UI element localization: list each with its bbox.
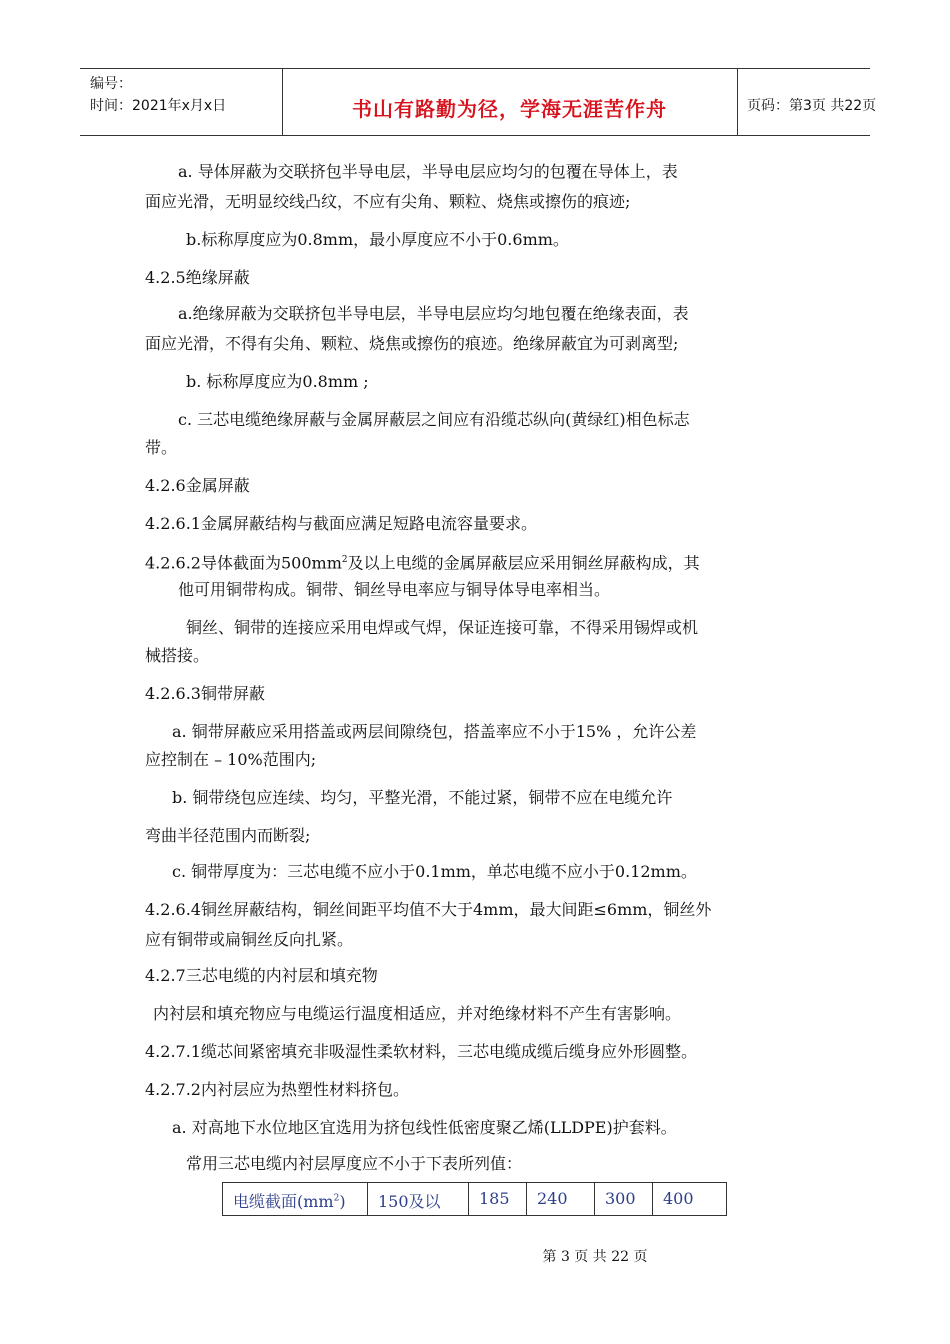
- thickness-table: [222, 1182, 727, 1216]
- paragraph-line: a. 对高地下水位地区宜选用为挤包线性低密度聚乙烯(LLDPE)护套料。: [172, 1118, 677, 1137]
- paragraph-line: 弯曲半径范围内而断裂;: [145, 826, 311, 845]
- paragraph-line: c. 铜带厚度为：三芯电缆不应小于0.1mm，单芯电缆不应小于0.12mm。: [172, 862, 697, 881]
- paragraph-line: 4.2.7.1缆芯间紧密填充非吸湿性柔软材料，三芯电缆成缆后缆身应外形圆整。: [145, 1042, 697, 1061]
- paragraph-line: 内衬层和填充物应与电缆运行温度相适应，并对绝缘材料不产生有害影响。: [153, 1004, 682, 1023]
- paragraph-line: 4.2.6.1金属屏蔽结构与截面应满足短路电流容量要求。: [145, 514, 537, 533]
- text-segment: 电缆截面(mm: [233, 1192, 334, 1211]
- section-heading: 4.2.5绝缘屏蔽: [145, 268, 250, 287]
- header-left-cell: [80, 69, 283, 135]
- paragraph-line: a. 导体屏蔽为交联挤包半导电层，半导电层应均匀的包覆在导体上，表: [178, 162, 678, 181]
- header-middle-cell: [282, 69, 738, 135]
- paragraph-line: 4.2.7.2内衬层应为热塑性材料挤包。: [145, 1080, 409, 1099]
- header-right-cell: [737, 69, 877, 135]
- text-segment: 及以上电缆的金属屏蔽层应采用铜丝屏蔽构成，其: [347, 553, 700, 573]
- table-cell: 185: [469, 1183, 527, 1215]
- paragraph-line: 械搭接。: [145, 646, 210, 665]
- table-cell: 400: [663, 1189, 694, 1208]
- time-label: 时间：2021年x月x日: [90, 98, 227, 114]
- paragraph-line: 他可用铜带构成。铜带、铜丝导电率应与铜导体导电率相当。: [178, 580, 611, 599]
- paragraph-line: a. 铜带屏蔽应采用搭盖或两层间隙绕包，搭盖率应不小于15% ，允许公差: [172, 722, 697, 741]
- paragraph-line: 应控制在 – 10%范围内;: [145, 750, 317, 769]
- page-header: [80, 68, 877, 136]
- paragraph-line: c. 三芯电缆绝缘屏蔽与金属屏蔽层之间应有沿缆芯纵向(黄绿红)相色标志: [178, 410, 690, 429]
- paragraph-line: b. 标称厚度应为0.8mm ;: [186, 372, 369, 391]
- section-heading: 4.2.6金属屏蔽: [145, 476, 250, 495]
- superscript: 2: [333, 1193, 340, 1204]
- section-heading: 4.2.6.3铜带屏蔽: [145, 684, 265, 703]
- page-footer: 第 3 页 共 22 页: [542, 1249, 648, 1265]
- text-segment: 4.2.6.2导体截面为500mm: [145, 553, 342, 573]
- table-cell: 300: [595, 1183, 653, 1215]
- paragraph-line: 面应光滑，不得有尖角、颗粒、烧焦或擦伤的痕迹。绝缘屏蔽宜为可剥离型;: [145, 334, 679, 353]
- paragraph-line: 应有铜带或扁铜丝反向扎紧。: [145, 930, 354, 949]
- superscript: 2: [341, 555, 348, 565]
- motto: 书山有路勤为径，学海无涯苦作舟: [352, 97, 667, 121]
- table-cell: 150及以: [368, 1183, 469, 1215]
- paragraph-line: 常用三芯电缆内衬层厚度应不小于下表所列值：: [186, 1154, 523, 1173]
- paragraph-line: a.绝缘屏蔽为交联挤包半导电层，半导电层应均匀地包覆在绝缘表面，表: [178, 304, 689, 323]
- paragraph-line: 带。: [145, 438, 178, 457]
- page-info: 页码：第3页 共22页: [747, 98, 877, 114]
- section-heading: 4.2.7三芯电缆的内衬层和填充物: [145, 966, 378, 985]
- paragraph-line: 面应光滑，无明显绞线凸纹，不应有尖角、颗粒、烧焦或擦伤的痕迹;: [145, 192, 631, 211]
- table-header-cell: [223, 1183, 368, 1215]
- paragraph-line: b. 铜带绕包应连续、均匀，平整光滑，不能过紧，铜带不应在电缆允许: [172, 788, 673, 807]
- paragraph-line: 4.2.6.4铜丝屏蔽结构，铜丝间距平均值不大于4mm，最大间距≤6mm，铜丝外: [145, 900, 712, 919]
- number-label: 编号：: [90, 76, 132, 92]
- table-cell: 240: [527, 1183, 595, 1215]
- paragraph-line: [145, 550, 700, 573]
- text-segment: ): [339, 1192, 346, 1211]
- paragraph-line: 铜丝、铜带的连接应采用电焊或气焊，保证连接可靠，不得采用锡焊或机: [186, 618, 699, 637]
- paragraph-line: b.标称厚度应为0.8mm，最小厚度应不小于0.6mm。: [186, 230, 569, 249]
